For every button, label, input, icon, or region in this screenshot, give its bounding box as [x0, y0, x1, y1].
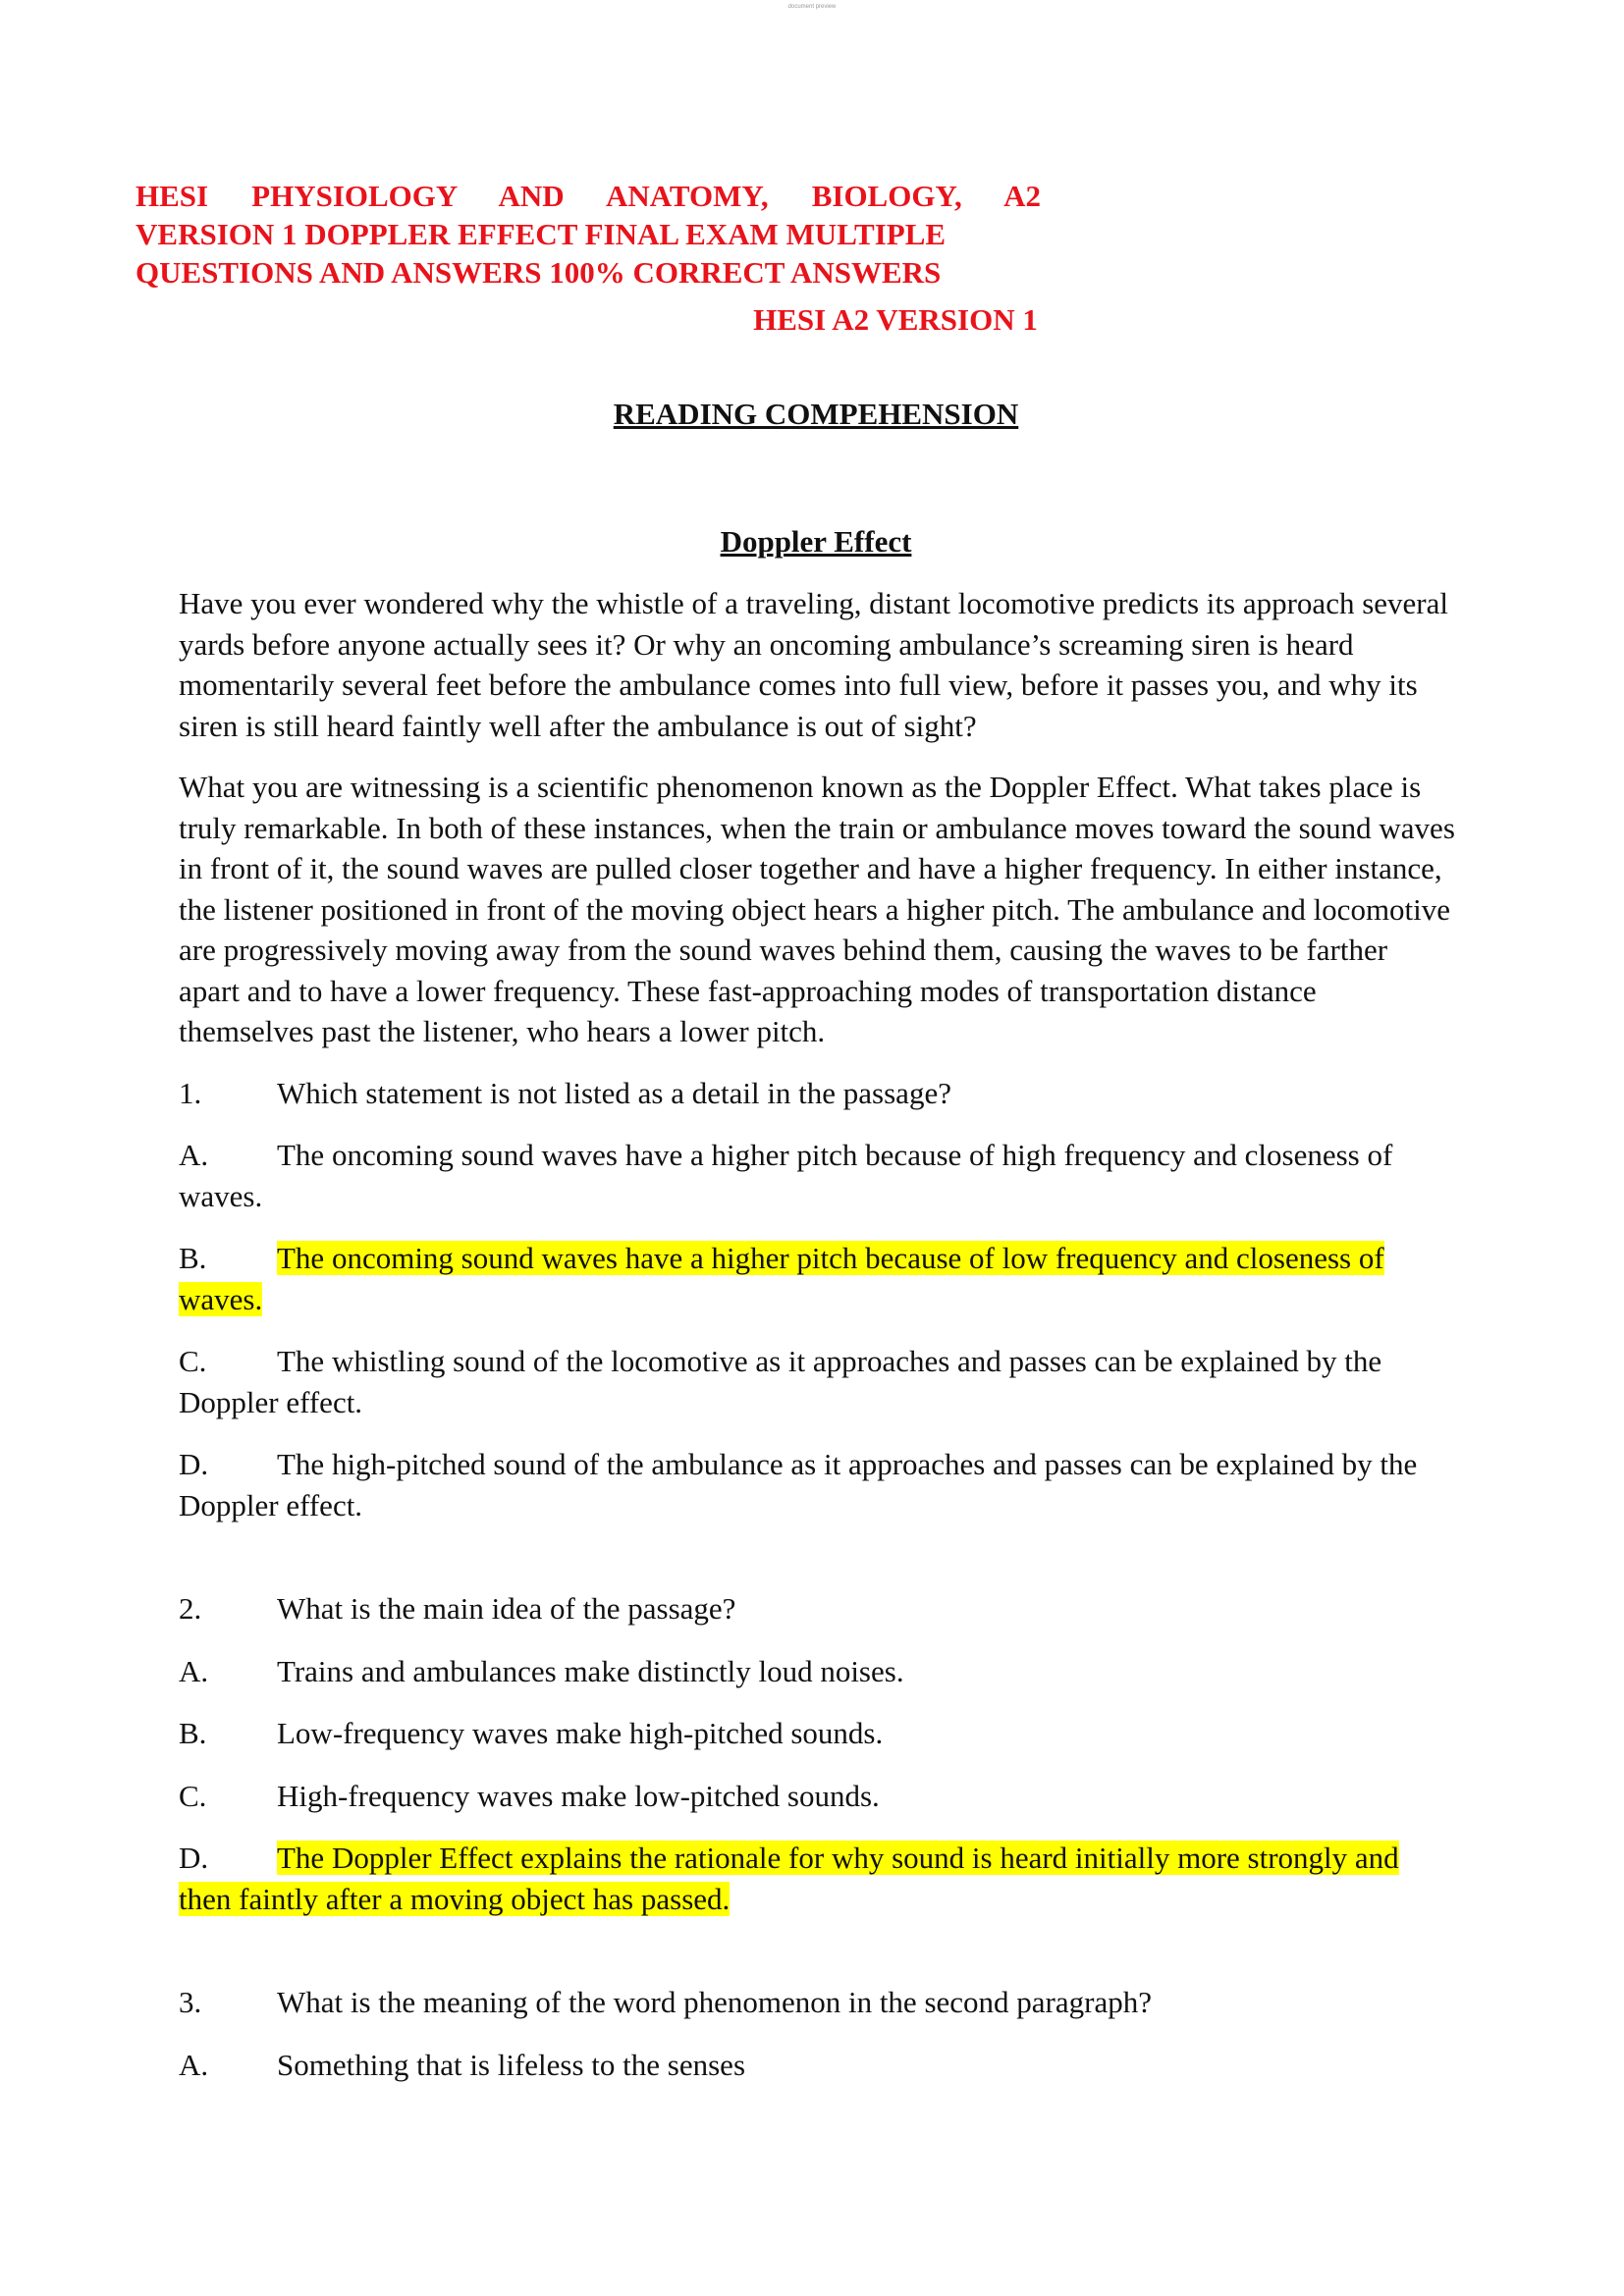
option-text: The whistling sound of the locomotive as it approaches and passes can be explained by the Doppler effect. [179, 1344, 1382, 1419]
option-text: The high-pitched sound of the ambulance as it approaches and passes can be explained by the Doppler effect. [179, 1447, 1418, 1522]
question-text: What is the main idea of the passage? [277, 1591, 736, 1626]
document-body [179, 583, 1455, 2107]
title-line-3: QUESTIONS AND ANSWERS 100% CORRECT ANSWERS [135, 255, 942, 290]
header-watermark: document preview [787, 4, 837, 10]
question-1-option-a [179, 1135, 1455, 1216]
option-text-highlighted: The oncoming sound waves have a higher pitch because of low frequency and closeness of waves. [179, 1241, 1384, 1316]
question-1 [179, 1073, 1455, 1114]
passage-paragraph-1: Have you ever wondered why the whistle of a traveling, distant locomotive predicts its approach several yards before anyone actually sees it? Or why an oncoming ambulance’s screaming siren is heard momentarily several feet before the ambulance comes into full view, before it passes you, and why its siren is still heard faintly well after the ambulance is out of sight? [179, 586, 1448, 743]
question-3 [179, 1982, 1455, 2023]
option-letter: A. [179, 1653, 209, 1688]
option-letter: C. [179, 1344, 207, 1378]
question-number: 1. [179, 1075, 202, 1110]
question-2 [179, 1588, 1455, 1629]
title-line-2: VERSION 1 DOPPLER EFFECT FINAL EXAM MULTIPLE [135, 217, 947, 251]
option-letter: D. [179, 1841, 209, 1875]
spacer [179, 1941, 1455, 1982]
option-text: High-frequency waves make low-pitched sounds. [277, 1778, 880, 1813]
question-1-option-c [179, 1341, 1455, 1422]
document-title [135, 177, 1041, 292]
option-text-highlighted: The Doppler Effect explains the rationale for why sound is heard initially more strongly and then faintly after a moving object has passed. [179, 1841, 1399, 1916]
question-2-option-a [179, 1651, 1455, 1692]
passage-title: Doppler Effect [720, 524, 912, 559]
option-letter: A. [179, 2047, 209, 2082]
question-number: 3. [179, 1985, 202, 2019]
option-text: Something that is lifeless to the senses [277, 2047, 746, 2082]
question-text: What is the meaning of the word phenomenon in the second paragraph? [277, 1985, 1152, 2019]
spacer [179, 1547, 1455, 1588]
title-line-1: HESI PHYSIOLOGY AND ANATOMY, BIOLOGY, A2 [135, 179, 1041, 213]
document-subtitle: HESI A2 VERSION 1 [753, 302, 1038, 337]
question-2-option-c [179, 1776, 1455, 1817]
section-heading: READING COMPEHENSION [613, 397, 1019, 431]
passage-paragraph-2: What you are witnessing is a scientific phenomenon known as the Doppler Effect. What takes place is truly remarkable. In both of these instances, when the train or ambulance moves toward the sound waves in front of it, the sound waves are pulled closer together and have a higher frequency. In either instance, the listener positioned in front of the moving object hears a higher pitch. The ambulance and locomotive are progressively moving away from the sound waves behind them, causing the waves to be farther apart and to have a lower frequency. These fast-approaching modes of transportation distance themselves past the listener, who hears a lower pitch. [179, 770, 1455, 1048]
option-letter: B. [179, 1716, 207, 1750]
question-1-option-b [179, 1238, 1455, 1319]
question-2-option-b [179, 1713, 1455, 1754]
option-letter: C. [179, 1778, 207, 1813]
option-text: Low-frequency waves make high-pitched sounds. [277, 1716, 884, 1750]
option-text: The oncoming sound waves have a higher pitch because of high frequency and closeness of waves. [179, 1138, 1393, 1213]
option-text: Trains and ambulances make distinctly loud noises. [277, 1653, 904, 1688]
option-letter: A. [179, 1138, 209, 1172]
option-letter: D. [179, 1447, 209, 1481]
question-text: Which statement is not listed as a detail in the passage? [277, 1075, 951, 1110]
option-letter: B. [179, 1241, 207, 1275]
question-1-option-d [179, 1444, 1455, 1525]
question-2-option-d [179, 1838, 1455, 1919]
question-3-option-a [179, 2045, 1455, 2086]
question-number: 2. [179, 1591, 202, 1626]
